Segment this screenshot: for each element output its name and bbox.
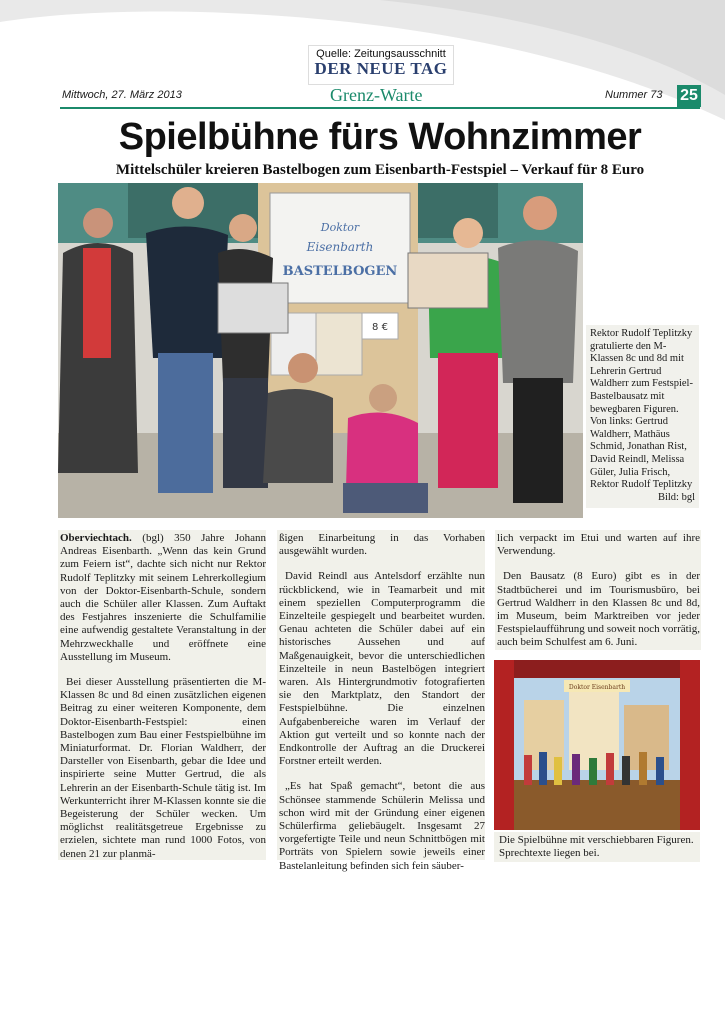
stage-photo-caption: Die Spielbühne mit verschiebbaren Figuren. Sprechtexte liegen bei. [494,832,700,862]
article-column-1 [60,532,266,873]
photo-sign-top: Doktor [320,221,360,234]
stage-sign: Doktor Eisenbarth [568,684,626,691]
newspaper-name: DER NEUE TAG [314,59,448,78]
issue-number: Nummer 73 [605,89,663,101]
paragraph: ßigen Einarbeitung in das Vorhaben ausgewählt wurden. [279,532,485,558]
photo-credit: Bild: bgl [657,491,695,503]
section-title: Grenz-Warte [330,85,423,105]
paragraph: lich verpackt im Etui und warten auf ihre Verwendung. [497,532,700,558]
photo-price-sign: 8 € [372,322,388,333]
article-column-2 [279,532,485,885]
issue-date: Mittwoch, 27. März 2013 [62,89,182,101]
subheadline: Mittelschüler kreieren Bastelbogen zum Eisenbarth-Festspiel – Verkauf für 8 Euro [115,162,645,178]
paragraph: Den Bausatz (8 Euro) gibt es in der Stadtbücherei und im Tourismusbüro, bei Gertrud Waldherr in den Klassen 8c und 8d, im Museum, beim Marktreiben vor jeder Festspielaufführung und soweit noch vorrätig, auch beim Schulfest am 6. Juni. [497,570,700,649]
headline: Spielbühne fürs Wohnzimmer [118,116,642,158]
paragraph: „Es hat Spaß gemacht“, betont die aus Schönsee stammende Schülerin Melissa und schon wird mit der Gründung einer eigenen Schülerfirma geliebäugelt. Insgesamt 27 vorgefertigte Teile und neun Schnittbögen mit Porträts von Spielern sowie jeweils einer Bastelanleitung befinden sich fein säuber- [279,780,485,872]
stage-photo [494,660,700,830]
article-column-3 [497,532,700,662]
main-photo-illustration [58,183,583,518]
main-photo [58,183,583,518]
photo-sign-bottom: BASTELBOGEN [282,264,398,279]
paragraph: Bei dieser Ausstellung präsentierten die M-Klassen 8c und 8d einen zusätzlichen eigenen Beitrag zu einer weiteren Komponente, dem Doktor-Eisenbarth-Festspiel: einen Bastelbogen zum Bau einer Festspielbühne im Miniaturformat. Dr. Florian Waldherr, der Darsteller von Eisenbarth, gebar die Idee und inspirierte seine Mutter Gertrud, die als Lehrerin an der Eisenbarth-Schule tätig ist. Im Werkunterricht ihrer M-Klassen konnte sie die Begeisterung der Schüler wecken. Um möglichst realitätsgetreue Ergebnisse zu erzielen, sichtete man rund 1000 Fotos, von denen 21 zur planmä- [60,676,266,860]
dateline: Oberviechtach. [60,532,132,544]
source-label: Quelle: Zeitungsausschnitt [316,48,446,60]
paragraph-text: (bgl) 350 Jahre Johann Andreas Eisenbarth. „Wenn das kein Grund zum Feiern ist“, dachte sich nicht nur Rektor Rudolf Teplitzky mit seinem Lehrerkollegium von der Doktor-Eisenbarth-Schule, sondern auch die Schüler aller Klassen. Zum Auftakt des Festjahres inszenierte die Schulfamilie eine aufwendig gestaltete Veranstaltung in der Mehrzweckhalle und eröffnete eine Ausstellung im Museum. [60,532,266,663]
header-rule [60,107,700,109]
page-number-badge: 25 [677,85,701,107]
stage-photo-illustration [494,660,700,830]
paragraph [60,532,266,664]
photo-caption [586,325,699,508]
paragraph: David Reindl aus Antelsdorf erzählte nun rückblickend, wie in Teamarbeit und mit einem speziellen Computerprogramm die Einzelteile gespiegelt und bearbeitet wurden. Genau achteten die Schüler dabei auf ein historisches Aussehen und auf Maßgenauigkeit, bevor die unterschiedlichen Einzelteile in neun Bastelbögen integriert waren. Als Hintergrundmotiv fotografierten sie den Marktplatz, den Standort der Festspielbühne. Die einzelnen Aufgabenbereiche waren im Verlauf der Aktion gut verteilt und so konnte nach der Endkontrolle der Auftrag an die Druckerei Forstner erteilt werden. [279,570,485,768]
photo-sign-mid: Eisenbarth [306,240,374,254]
photo-caption-text: Rektor Rudolf Teplitzky gratulierte den M-Klassen 8c und 8d mit Lehrerin Gertrud Waldherr zum Festspiel-Bastelbausatz mit bewegbaren Figuren. Von links: Gertrud Waldherr, Mathäus Schmid, Jonathan Rist, David Reindl, Melissa Güler, Julia Frisch, Rektor Rudolf Teplitzky [590,328,693,491]
source-stamp [308,45,454,85]
